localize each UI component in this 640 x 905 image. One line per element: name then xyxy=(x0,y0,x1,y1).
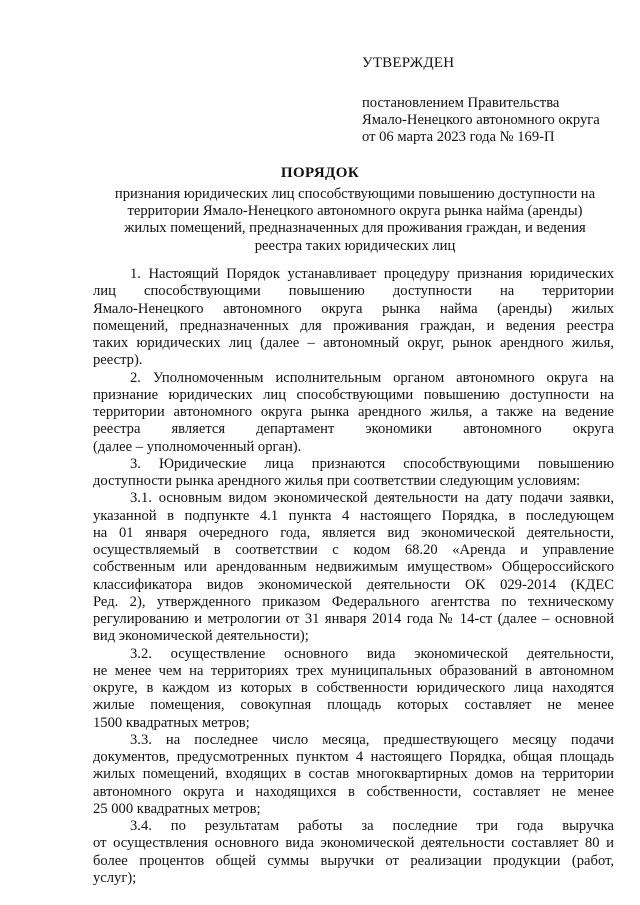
document-body xyxy=(93,266,614,887)
paragraph-3-1 xyxy=(93,490,614,645)
paragraph-line: на 01 января очередного года, является вид экономической деятельности, xyxy=(93,524,614,541)
paragraph-2 xyxy=(93,370,614,456)
approval-line: от 06 марта 2023 года № 169-П xyxy=(362,129,555,145)
document-title: ПОРЯДОК xyxy=(280,165,360,181)
subtitle-line: реестра таких юридических лиц xyxy=(254,237,456,254)
paragraph-line: доступности рынка арендного жилья при соответствии следующим условиям: xyxy=(93,473,581,489)
paragraph-line: (далее – уполномоченный орган). xyxy=(93,438,302,455)
paragraph-line: таких юридических лиц (далее – автономный округ, рынок арендного жилья, xyxy=(93,335,614,351)
paragraph-line: помещений, предназначенных для проживания граждан, и ведения реестра xyxy=(93,317,614,334)
paragraph-line: 3.1. основным видом экономической деятельности на дату подачи заявки, xyxy=(130,490,614,507)
paragraph-line: жилых помещений, входящих в состав многоквартирных домов на территории xyxy=(93,766,614,783)
paragraph-line: услуг); xyxy=(93,869,137,886)
subtitle-line: признания юридических лиц способствующими повышению доступности на xyxy=(114,186,596,202)
paragraph-line: 3.2. осуществление основного вида экономической деятельности, xyxy=(130,645,614,662)
paragraph-line: 3.3. на последнее число месяца, предшествующего месяцу подачи xyxy=(130,731,614,748)
paragraph-line: 1500 квадратных метров; xyxy=(93,714,250,731)
paragraph-line: более процентов общей суммы выручки от реализации продукции (работ, xyxy=(93,852,614,869)
paragraph-line: регулированию и метрологии от 31 января 2014 года № 14-ст (далее – основной xyxy=(93,611,614,627)
paragraph-3-3 xyxy=(93,732,614,818)
paragraph-line: округе, в каждом из которых в собственности юридического лица находятся xyxy=(93,680,614,696)
paragraph-line: от осуществления основного вида экономической деятельности составляет 80 и xyxy=(93,835,614,852)
paragraph-line: признание юридических лиц способствующими повышению доступности на xyxy=(93,386,614,403)
paragraph-line: реестр). xyxy=(93,352,143,369)
paragraph-line: 1. Настоящий Порядок устанавливает процедуру признания юридических xyxy=(130,266,614,282)
paragraph-line: классификатора видов экономической деятельности ОК 029-2014 (КДЕС xyxy=(93,576,614,593)
paragraph-line: реестра является департамент экономики автономного округа xyxy=(93,421,614,438)
subtitle-line: территории Ямало-Ненецкого автономного округа рынка найма (аренды) xyxy=(127,203,583,220)
paragraph-line: автономного округа и находящихся в собственности, составляет не менее xyxy=(93,783,614,800)
paragraph-line: территории автономного округа рынка арендного жилья, а также на ведение xyxy=(93,404,614,420)
paragraph-3-4 xyxy=(93,818,614,887)
paragraph-line: 3. Юридические лица признаются способствующими повышению xyxy=(130,455,614,472)
paragraph-line: не менее чем на территориях трех муниципальных образований в автономном xyxy=(93,662,614,679)
paragraph-line: документов, предусмотренных пунктом 4 настоящего Порядка, общая площадь xyxy=(93,749,614,765)
paragraph-line: жилые помещения, совокупная площадь которых составляет не менее xyxy=(93,697,614,714)
approval-line: Ямало-Ненецкого автономного округа xyxy=(362,112,600,128)
paragraph-line: 2. Уполномоченным исполнительным органом автономного округа на xyxy=(130,369,614,386)
document-subtitle xyxy=(95,186,615,255)
subtitle-line: жилых помещений, предназначенных для проживания граждан, и ведения xyxy=(124,220,586,237)
approval-line: постановлением Правительства xyxy=(362,95,560,111)
paragraph-line: указанной в подпункте 4.1 пункта 4 настоящего Порядка, в последующем xyxy=(93,507,614,524)
paragraph-line: 3.4. по результатам работы за последние три года выручка xyxy=(130,818,614,834)
paragraph-line: Ямало-Ненецкого автономного округа рынка найма (аренды) жилых xyxy=(93,300,614,317)
paragraph-line: осуществляемый в соответствии с кодом 68.20 «Аренда и управление xyxy=(93,542,614,558)
paragraph-line: вид экономической деятельности); xyxy=(93,628,309,645)
paragraph-line: лиц способствующими повышению доступности на территории xyxy=(93,283,614,300)
approval-block xyxy=(362,55,622,146)
paragraph-line: Ред. 2), утвержденного приказом Федерального агентства по техническому xyxy=(93,593,614,610)
paragraph-line: собственным или арендованным недвижимым имуществом» Общероссийского xyxy=(93,559,614,576)
paragraph-3 xyxy=(93,456,614,491)
paragraph-1 xyxy=(93,266,614,370)
approval-stamp: УТВЕРЖДЕН xyxy=(362,55,455,71)
paragraph-line: 25 000 квадратных метров; xyxy=(93,800,261,817)
paragraph-3-2 xyxy=(93,646,614,732)
